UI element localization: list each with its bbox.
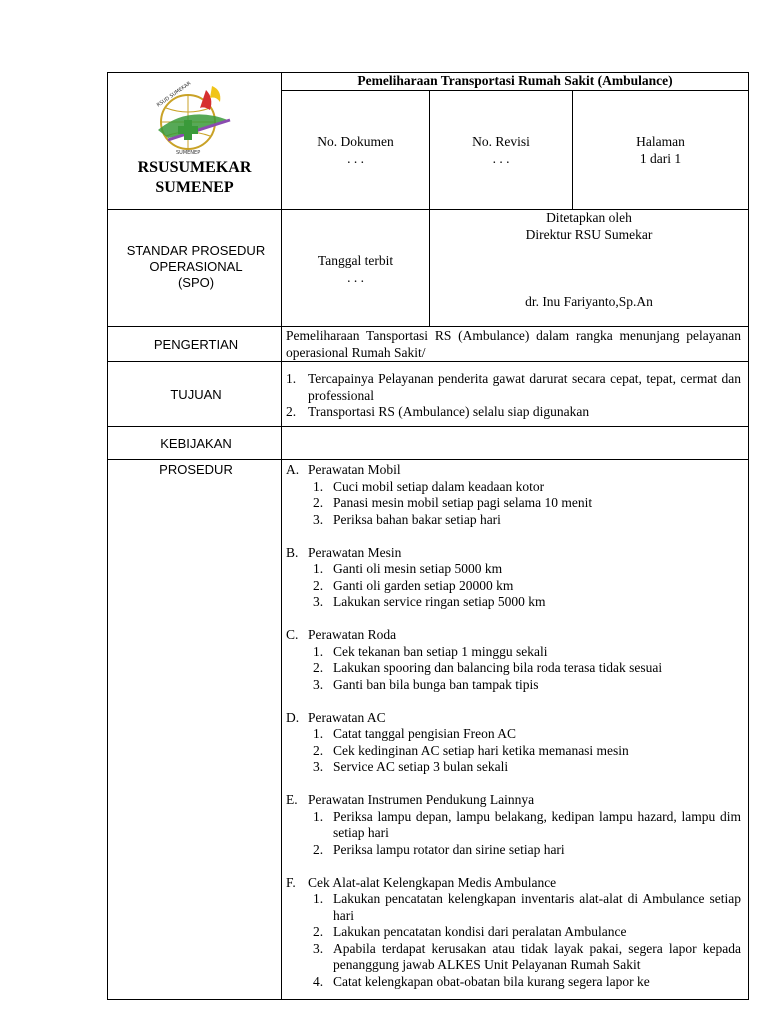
list-item: 1. Cuci mobil setiap dalam keadaan kotor (313, 478, 545, 494)
list-item: 1. Tercapainya Pelayanan penderita gawat darurat secara cepat, tepat, cermat dan professional (286, 371, 741, 403)
list-item: 1. Catat tanggal pengisian Freon AC (313, 726, 516, 741)
doc-number-cell (282, 134, 429, 167)
list-item: 1. Ganti oli mesin setiap 5000 km (313, 561, 503, 576)
spo-line2: OPERASIONAL (149, 259, 243, 274)
revision-value: . . . (492, 150, 510, 166)
svg-text:SUMENEP: SUMENEP (176, 150, 201, 156)
divider (281, 90, 748, 91)
section-heading: B. Perawatan Mesin (286, 544, 402, 560)
list-item: 3. Lakukan service ringan setiap 5000 km (313, 594, 546, 609)
spo-label (108, 243, 284, 291)
issue-date-cell (282, 253, 429, 286)
tujuan-list (286, 371, 741, 421)
list-item: 2. Periksa lampu rotator dan sirine setiap hari (313, 841, 565, 857)
list-item: 1. Periksa lampu depan, lampu belakang, kedipan lampu hazard, lampu dim setiap hari (313, 808, 741, 840)
divider (107, 361, 749, 362)
pengertian-label: PENGERTIAN (153, 337, 239, 352)
spo-line1: STANDAR PROSEDUR (126, 243, 266, 258)
hospital-logo (148, 80, 240, 156)
list-item: 3. Periksa bahan bakar setiap hari (313, 511, 501, 527)
list-item: 1. Lakukan pencatatan kelengkapan inventaris alat-alat di Ambulance setiap hari (313, 891, 741, 923)
prosedur-section (286, 875, 741, 991)
divider (107, 459, 749, 460)
approved-by-label: Ditetapkan oleh (546, 210, 632, 225)
section-items (286, 726, 741, 776)
section-heading: F. Cek Alat-alat Kelengkapan Medis Ambulance (286, 874, 557, 890)
section-items (286, 891, 741, 990)
list-item: 3. Service AC setiap 3 bulan sekali (313, 759, 509, 774)
list-item: 3. Ganti ban bila bunga ban tampak tipis (313, 676, 539, 692)
tujuan-item-text: Tercapainya Pelayanan penderita gawat darurat secara cepat, tepat, cermat dan professional (308, 371, 741, 403)
kebijakan-label: KEBIJAKAN (160, 436, 232, 451)
list-item: 2. Cek kedinginan AC setiap hari ketika memanasi mesin (313, 742, 629, 758)
prosedur-section (286, 627, 741, 693)
divider (107, 326, 749, 327)
section-heading: A. Perawatan Mobil (286, 462, 401, 477)
revision-cell (430, 134, 572, 167)
document-title: Pemeliharaan Transportasi Rumah Sakit (Ambulance) (357, 73, 673, 88)
doc-number-label: No. Dokumen (317, 134, 394, 149)
signer-name: dr. Inu Fariyanto,Sp.An (525, 294, 653, 309)
revision-label: No. Revisi (472, 134, 530, 149)
page-cell (573, 134, 748, 167)
issue-date-value: . . . (347, 269, 364, 285)
issue-date-label: Tanggal terbit (317, 253, 394, 268)
list-item: 1. Cek tekanan ban setiap 1 minggu sekali (313, 643, 548, 659)
list-item: 2. Transportasi RS (Ambulance) selalu siap digunakan (286, 404, 590, 419)
prosedur-section (286, 710, 741, 776)
org-name (112, 158, 277, 198)
divider (107, 426, 749, 427)
doc-number-value: . . . (347, 150, 364, 166)
tujuan-item-text: Transportasi RS (Ambulance) selalu siap digunakan (308, 404, 590, 419)
list-item: 2. Ganti oli garden setiap 20000 km (313, 577, 514, 593)
spo-line3: (SPO) (177, 275, 215, 290)
prosedur-label: PROSEDUR (159, 462, 233, 477)
list-item: 2. Lakukan spooring dan balancing bila roda terasa tidak sesuai (313, 660, 663, 675)
section-items (286, 644, 741, 694)
divider (281, 72, 282, 999)
list-item: 3. Apabila terdapat kerusakan atau tidak layak pakai, segera lapor kepada penanggung jawab ALKES Unit Pelayanan Rumah Sakit (313, 940, 741, 972)
page-value: 1 dari 1 (639, 150, 682, 166)
prosedur-section (286, 792, 741, 858)
section-items (286, 809, 741, 859)
org-name-line1: RSUSUMEKAR (137, 159, 252, 176)
section-heading: E. Perawatan Instrumen Pendukung Lainnya (286, 792, 535, 807)
approval-cell (430, 210, 748, 243)
list-item: 2. Panasi mesin mobil setiap pagi selama 10 menit (313, 495, 593, 510)
list-item: 4. Catat kelengkapan obat-obatan bila kurang segera lapor ke (313, 973, 650, 989)
tujuan-label: TUJUAN (170, 387, 222, 402)
section-heading: D. Perawatan AC (286, 709, 386, 725)
prosedur-section (286, 545, 741, 611)
org-name-line2: SUMENEP (155, 179, 234, 196)
list-item: 2. Lakukan pencatatan kondisi dari peralatan Ambulance (313, 924, 627, 939)
director-title: Direktur RSU Sumekar (525, 226, 653, 242)
prosedur-section (286, 462, 741, 528)
section-items (286, 561, 741, 611)
section-items (286, 479, 741, 529)
section-heading: C. Perawatan Roda (286, 627, 397, 642)
page-label: Halaman (636, 134, 685, 149)
pengertian-text: Pemeliharaan Tansportasi RS (Ambulance) dalam rangka menunjang pelayanan operasional Rumah Sakit/ (286, 328, 741, 360)
prosedur-content (286, 462, 741, 999)
svg-text:RSUD SUMEKAR: RSUD SUMEKAR (155, 80, 193, 109)
